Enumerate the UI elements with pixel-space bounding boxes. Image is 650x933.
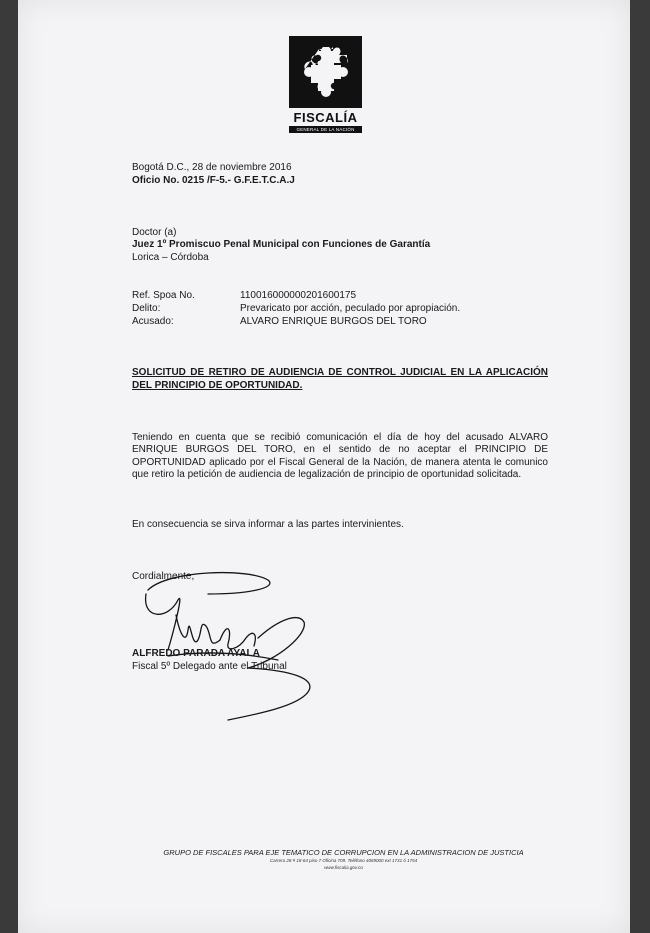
footer-website: www.fiscalia.gov.co [324,865,363,870]
subject-heading: SOLICITUD DE RETIRO DE AUDIENCIA DE CONTROL JUDICIAL EN LA APLICACIÓN DEL PRINCIPIO DE OPORTUNIDAD. [132,367,548,391]
logo-subtitle: GENERAL DE LA NACIÓN [289,126,362,133]
body-paragraph-2: En consecuencia se sirva informar a las partes intervinientes. [132,519,404,530]
body-paragraph: Teniendo en cuenta que se recibió comunicación el día de hoy del acusado ALVARO ENRIQUE BURGOS DEL TORO, en el sentido de no aceptar el PRINCIPIO DE OPORTUNIDAD aplicado por el Fiscal General de la Nación, de manera atenta le comunico que retiro la petición de audiencia de legalización de principio de oportunidad solicitada. [132,432,548,481]
recipient-title: Juez 1º Promiscuo Penal Municipal con Funciones de Garantía [132,239,431,250]
crime-value: Prevaricato por acción, peculado por apropiación. [240,303,461,314]
puzzle-piece-icon [289,36,362,108]
recipient-location: Lorica – Córdoba [132,252,209,263]
footer-group: GRUPO DE FISCALES PARA EJE TEMATICO DE CORRUPCION EN LA ADMINISTRACION DE JUSTICIA [163,848,524,857]
signature [128,560,328,730]
place-date: Bogotá D.C., 28 de noviembre 2016 [132,162,292,173]
ref-label: Ref. Spoa No. [132,290,195,301]
accused-label: Acusado: [132,316,174,327]
ref-value: 110016000000201600175 [240,290,357,301]
closing-farewell: Cordialmente, [132,571,195,582]
recipient-salutation: Doctor (a) [132,227,177,238]
footer-address: Carrera 28 # 18-64 piso 7 Oficina 709. Teléfono 4069000 ext 1731 ó 1754 [269,858,418,863]
fiscalia-logo [289,36,362,134]
document-page [18,0,630,933]
accused-value: ALVARO ENRIQUE BURGOS DEL TORO [240,316,427,327]
signer-role: Fiscal 5º Delegado ante el Tribunal [132,661,287,672]
logo-name: FISCALÍA [293,110,358,125]
signer-name: ALFREDO PARADA AYALA [132,648,260,659]
crime-label: Delito: [132,303,161,314]
office-number: Oficio No. 0215 /F-5.- G.F.E.T.C.A.J [132,175,295,186]
